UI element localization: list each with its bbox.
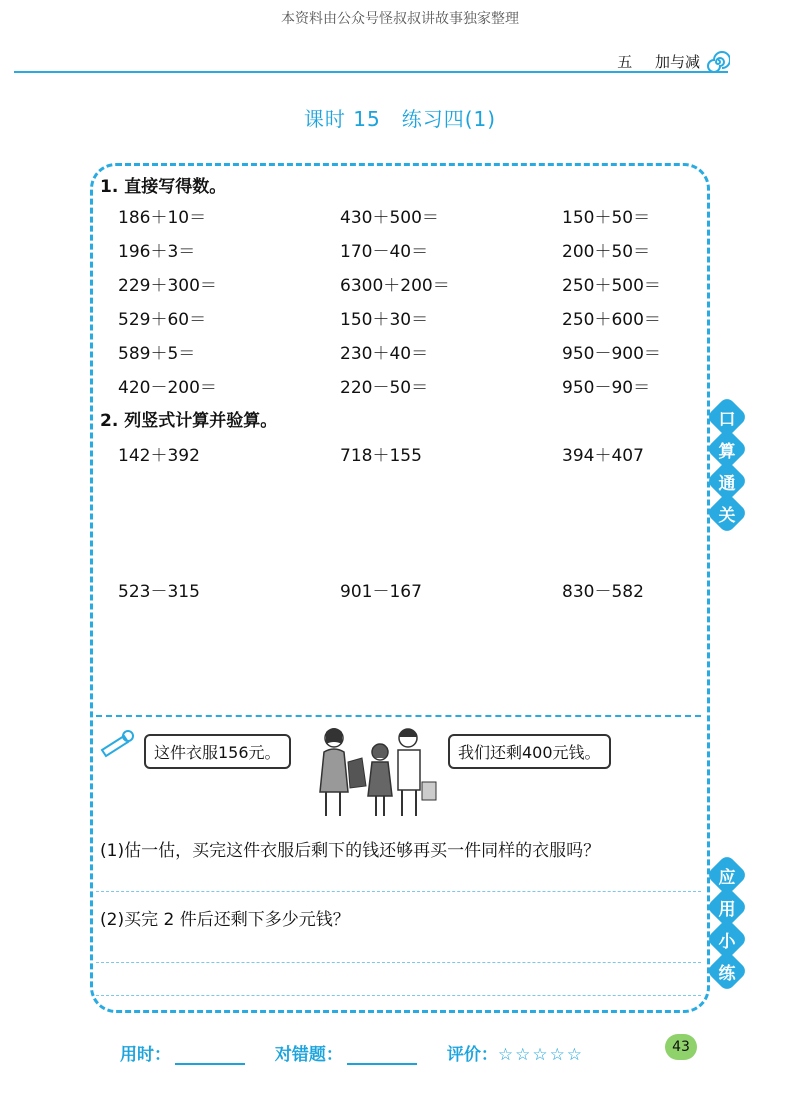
footer-evaluation [120, 1040, 584, 1065]
answer-line [96, 962, 701, 963]
speech-bubble-price: 这件衣服156元。 [144, 734, 291, 769]
expr-item: 170－40＝ [340, 242, 429, 262]
section-divider [96, 715, 701, 717]
lesson-title: 课时 15 练习四(1) [303, 107, 497, 131]
side-tab-char: 应 [706, 854, 748, 896]
time-blank[interactable] [175, 1063, 245, 1065]
vertical-calc-item: 901－167 [340, 582, 422, 602]
expr-item: 186＋10＝ [118, 208, 207, 228]
rating-stars[interactable]: ☆☆☆☆☆ [497, 1045, 585, 1065]
side-tab-char: 通 [706, 460, 748, 502]
expr-item: 150＋30＝ [340, 310, 429, 330]
side-tab-char: 算 [706, 428, 748, 470]
answer-line [96, 891, 701, 892]
side-tab-char: 用 [706, 886, 748, 928]
expr-item: 150＋50＝ [562, 208, 651, 228]
correct-label: 对错题： [274, 1045, 343, 1065]
speech-bubble-money-left: 我们还剩400元钱。 [448, 734, 611, 769]
expr-item: 250＋500＝ [562, 276, 661, 296]
expr-item: 250＋600＝ [562, 310, 661, 330]
page-number: 43 [665, 1034, 697, 1060]
section1-title: 1. 直接写得数。 [100, 177, 227, 197]
shopping-family-illustration [296, 722, 446, 822]
expr-item: 229＋300＝ [118, 276, 217, 296]
vertical-calc-item: 830－582 [562, 582, 644, 602]
expr-item: 220－50＝ [340, 378, 429, 398]
question-1: (1)估一估，买完这件衣服后剩下的钱还够再买一件同样的衣服吗？ [100, 841, 601, 861]
question-2: (2)买完 2 件后还剩下多少元钱？ [100, 910, 350, 930]
side-tab-char: 口 [706, 396, 748, 438]
expr-item: 430＋500＝ [340, 208, 439, 228]
side-tab-char: 关 [706, 492, 748, 534]
unit-number: 五 [617, 53, 633, 71]
rating-label: 评价： [446, 1045, 498, 1065]
watermark: 本资料由公众号怪叔叔讲故事独家整理 [281, 11, 519, 27]
expr-item: 589＋5＝ [118, 344, 196, 364]
expr-item: 6300＋200＝ [340, 276, 450, 296]
side-tab-char: 小 [706, 918, 748, 960]
correct-blank[interactable] [347, 1063, 417, 1065]
time-label: 用时： [120, 1045, 171, 1065]
vertical-calc-item: 718＋155 [340, 446, 422, 466]
section2-title: 2. 列竖式计算并验算。 [100, 411, 278, 431]
expr-item: 196＋3＝ [118, 242, 196, 262]
chapter-heading [617, 51, 700, 72]
telescope-icon [98, 728, 136, 758]
side-tab-application [712, 858, 748, 988]
vertical-calc-item: 394＋407 [562, 446, 644, 466]
unit-title: 加与减 [654, 53, 700, 71]
vertical-calc-item: 142＋392 [118, 446, 200, 466]
expr-item: 529＋60＝ [118, 310, 207, 330]
expr-item: 230＋40＝ [340, 344, 429, 364]
expr-item: 950－90＝ [562, 378, 651, 398]
expr-item: 420－200＝ [118, 378, 217, 398]
expr-item: 950－900＝ [562, 344, 661, 364]
vertical-calc-item: 523－315 [118, 582, 200, 602]
side-tab-char: 练 [706, 950, 748, 992]
chapter-divider [14, 71, 728, 73]
answer-line [96, 995, 701, 996]
side-tab-oral-calc [712, 400, 748, 530]
expr-item: 200＋50＝ [562, 242, 651, 262]
